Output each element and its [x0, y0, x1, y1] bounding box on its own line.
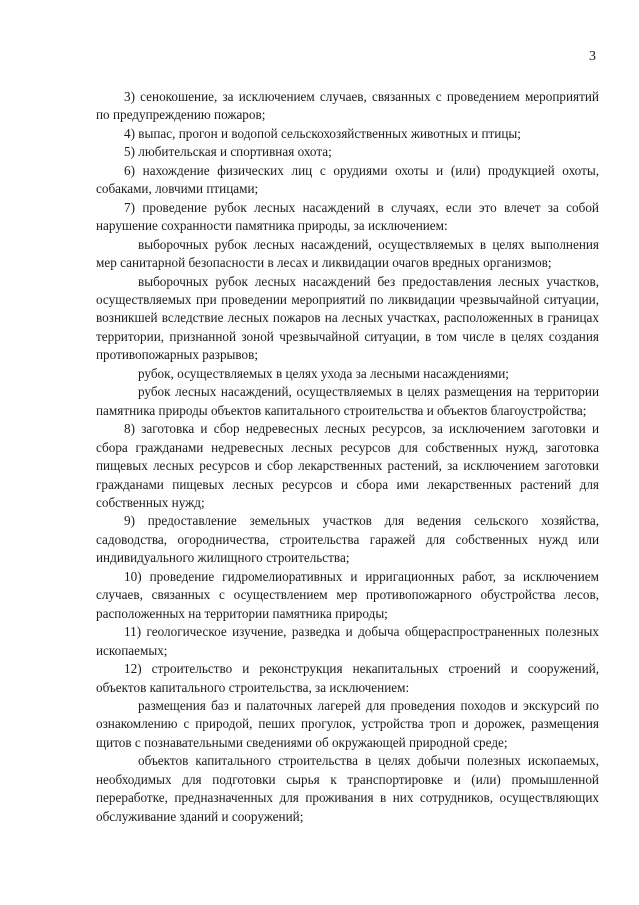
paragraph-item-3: 3) сенокошение, за исключением случаев, связанных с проведением мероприятий по предупреждению пожаров; — [96, 89, 599, 123]
paragraph-item-10: 10) проведение гидромелиоративных и ирригационных работ, за исключением случаев, связанных с осуществлением мер противопожарного обустройства лесов, расположенных на территории памятника природы; — [96, 568, 599, 621]
paragraph-item-8: 8) заготовка и сбор недревесных лесных ресурсов, за исключением заготовки и сбора гражданами недревесных лесных ресурсов для собственных нужд, заготовка пищевых лесных ресурсов и сбор лекарственных растений, за исключением заготовки гражданами пищевых лесных ресурсов и сбора ими лекарственных растений для собственных нужд; — [96, 421, 599, 510]
document-body — [96, 88, 599, 826]
paragraph-subitem: выборочных рубок лесных насаждений, осуществляемых в целях выполнения мер санитарной безопасности в лесах и ликвидации очагов вредных организмов; — [96, 236, 599, 271]
paragraph-item-7: 7) проведение рубок лесных насаждений в случаях, если это влечет за собой нарушение сохранности памятника природы, за исключением: — [96, 199, 599, 234]
paragraph-subitem: рубок лесных насаждений, осуществляемых в целях размещения на территории памятника природы объектов капитального строительства и объектов благоустройства; — [96, 384, 599, 418]
paragraph-item-9: 9) предоставление земельных участков для ведения сельского хозяйства, садоводства, огородничества, строительства гаражей для собственных нужд или индивидуального жилищного строительства; — [96, 513, 599, 566]
paragraph-subitem: рубок, осуществляемых в целях ухода за лесными насаждениями; — [138, 365, 509, 381]
paragraph-item-11: 11) геологическое изучение, разведка и добыча общераспространенных полезных ископаемых; — [96, 624, 599, 658]
paragraph-item-4: 4) выпас, прогон и водопой сельскохозяйственных животных и птицы; — [124, 125, 521, 141]
paragraph-item-5: 5) любительская и спортивная охота; — [124, 144, 332, 160]
paragraph-subitem: выборочных рубок лесных насаждений без предоставления лесных участков, осуществляемых при проведении мероприятий по ликвидации чрезвычайной ситуации, возникшей вследствие лесных пожаров на лесных участках, расположенных в границах территории, признанной зоной чрезвычайной ситуации, в том числе в целях создания противопожарных разрывов; — [96, 273, 599, 363]
paragraph-item-6: 6) нахождение физических лиц с орудиями охоты и (или) продукцией охоты, собаками, ловчими птицами; — [96, 162, 599, 197]
page-number: 3 — [589, 49, 596, 64]
paragraph-subitem: объектов капитального строительства в целях добычи полезных ископаемых, необходимых для подготовки сырья к транспортировке и (или) промышленной переработке, предназначенных для проживания в них сотрудников, осуществляющих обслуживание зданий и сооружений; — [96, 753, 599, 824]
paragraph-item-12: 12) строительство и реконструкция некапитальных строений и сооружений, объектов капитального строительства, за исключением: — [96, 661, 599, 695]
paragraph-subitem: размещения баз и палаточных лагерей для проведения походов и экскурсий по ознакомлению с природой, пеших прогулок, устройства троп и дорожек, размещения щитов с познавательными сведениями об окружающей природной среде; — [96, 697, 599, 750]
